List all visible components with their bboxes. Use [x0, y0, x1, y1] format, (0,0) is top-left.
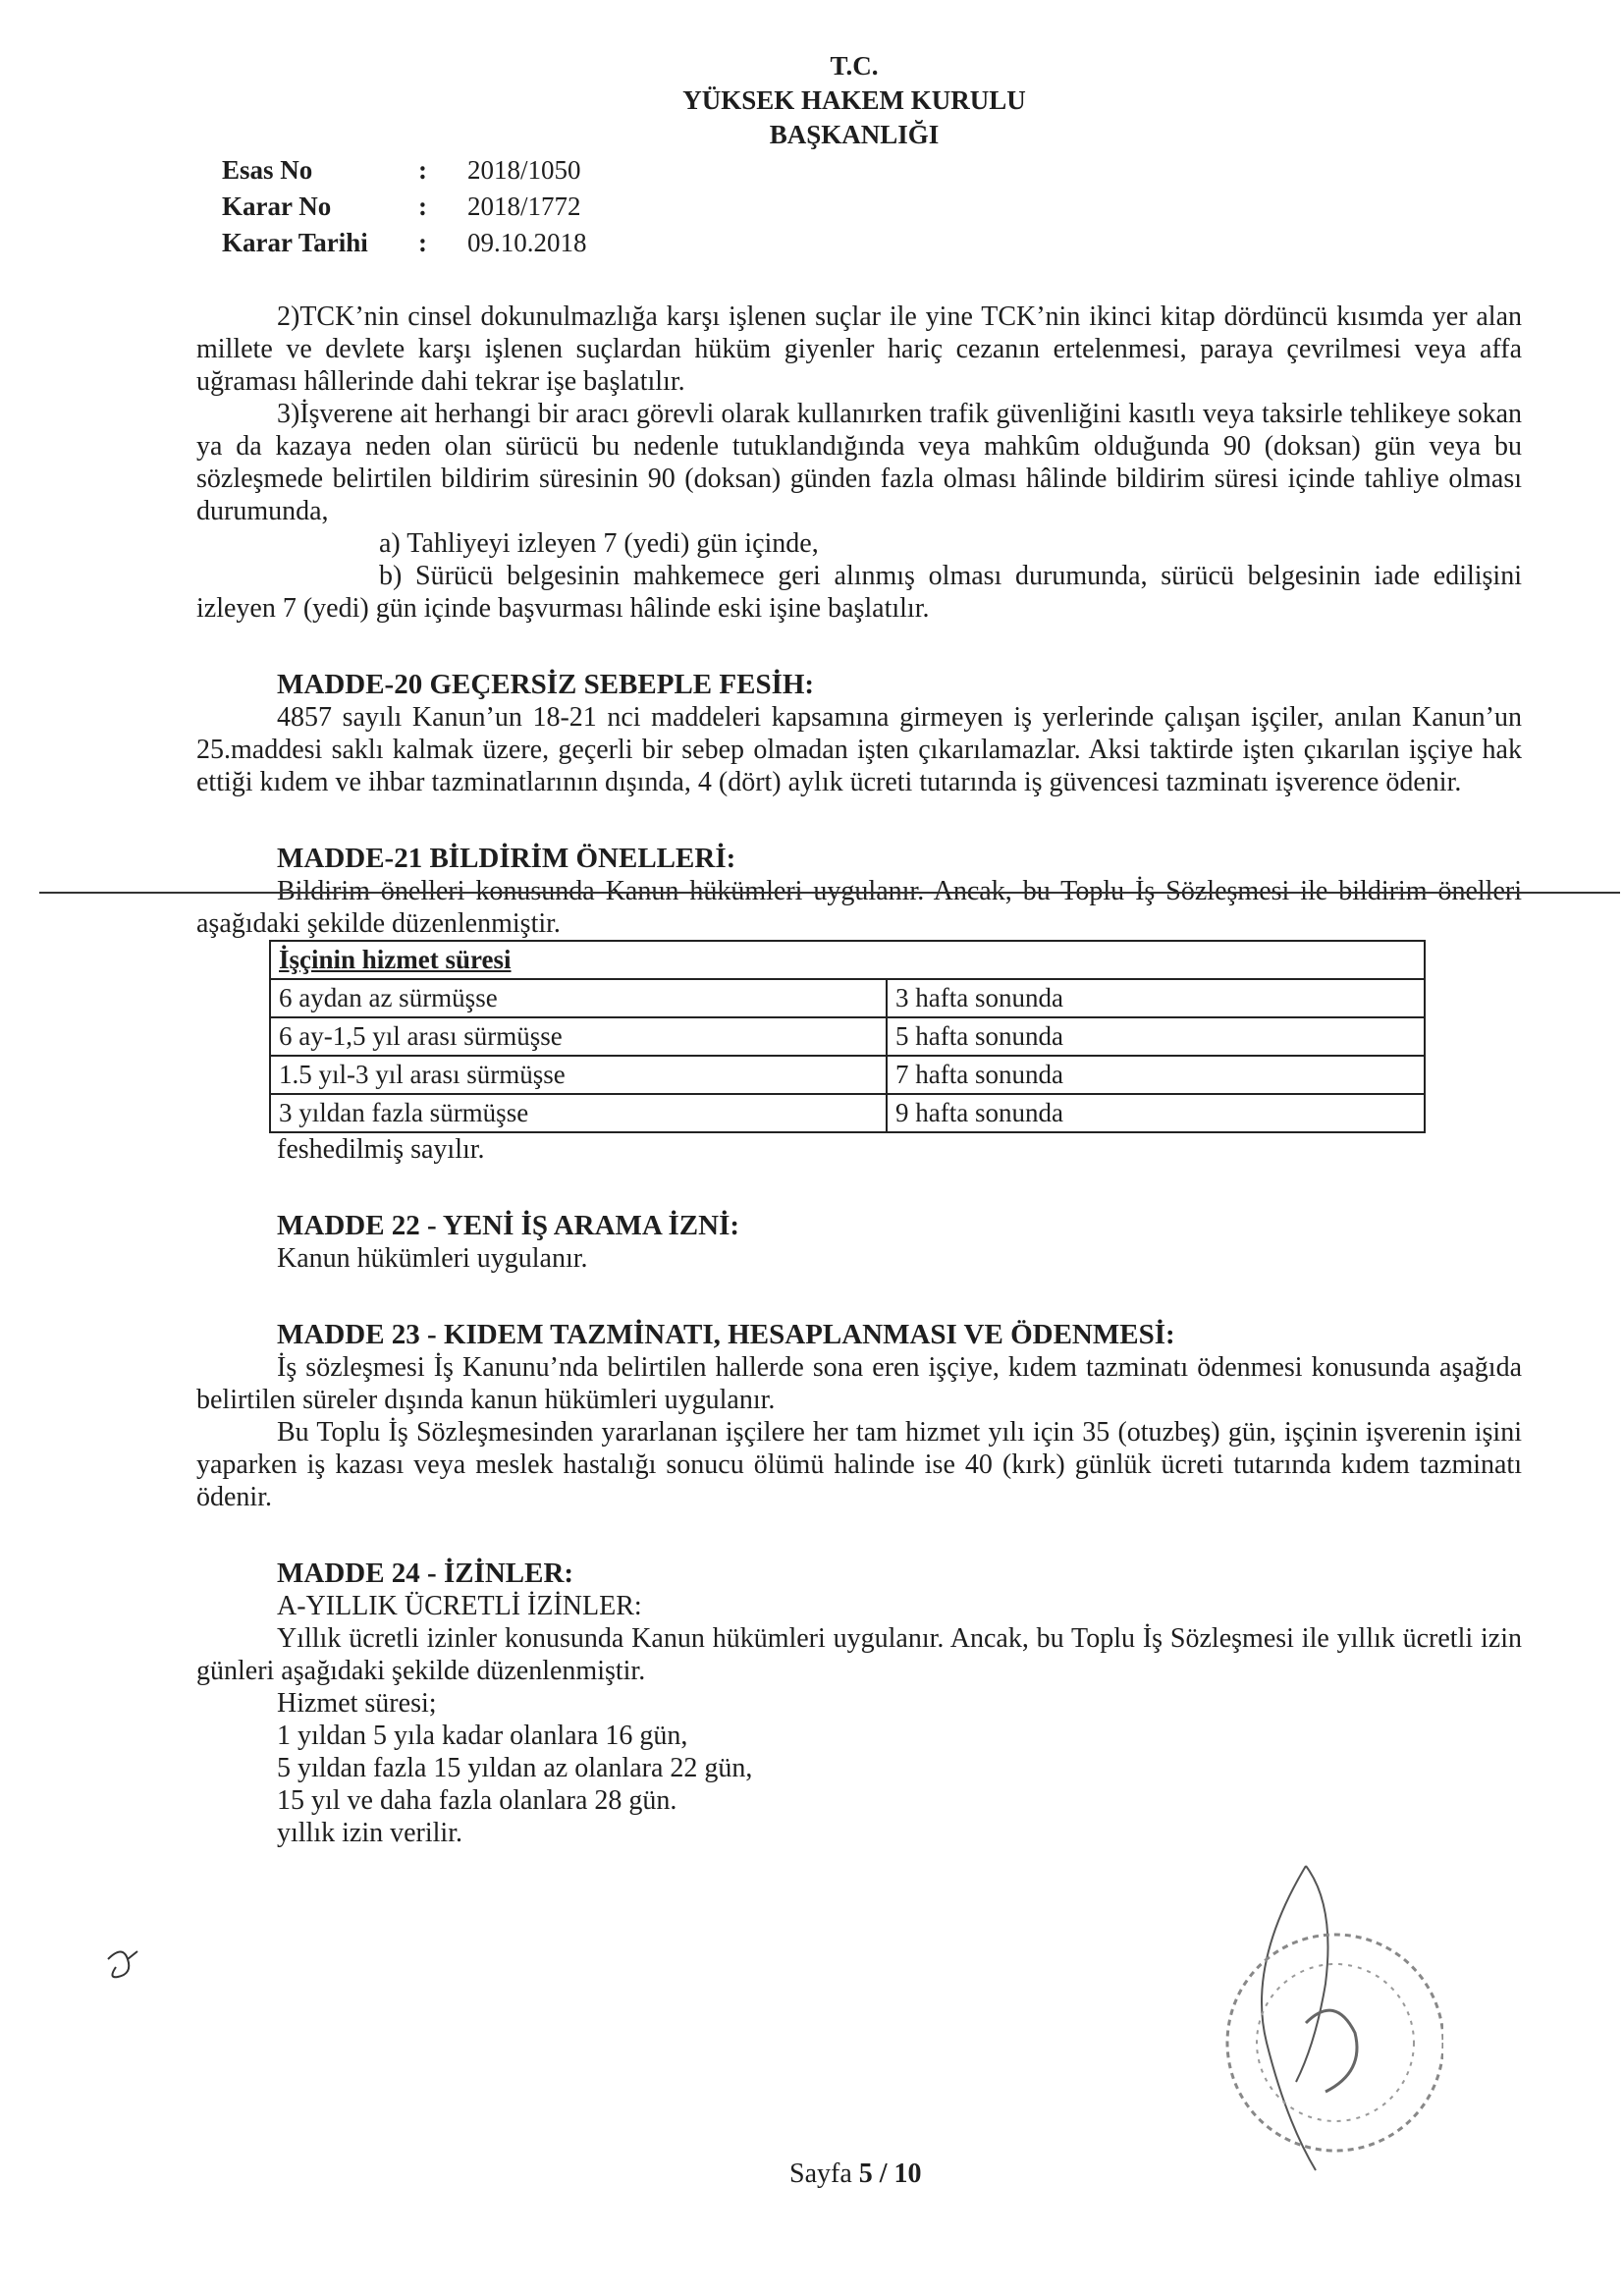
- document-header: [628, 49, 1080, 152]
- tarih-row: [222, 225, 587, 261]
- page-total: 10: [893, 2159, 922, 2189]
- tarih-value: 09.10.2018: [467, 228, 587, 257]
- table-row: [270, 1094, 1425, 1132]
- esas-row: [222, 152, 587, 189]
- page-separator: /: [879, 2159, 888, 2189]
- leave-line: Hizmet süresi;: [277, 1688, 437, 1719]
- header-tc: T.C.: [830, 51, 879, 81]
- esas-label: Esas No: [222, 155, 313, 185]
- madde24-title: MADDE 24 - İZİNLER:: [277, 1558, 574, 1589]
- notice-cell: 3 hafta sonunda: [887, 979, 1425, 1017]
- madde20-title: MADDE-20 GEÇERSİZ SEBEPLE FESİH:: [277, 669, 815, 700]
- leave-line: 5 yıldan fazla 15 yıldan az olanlara 22 gün,: [277, 1753, 753, 1783]
- table-header: İşçinin hizmet süresi: [270, 941, 1425, 979]
- table-row: [270, 979, 1425, 1017]
- period-cell: 6 ay-1,5 yıl arası sürmüşse: [270, 1017, 887, 1056]
- document-body: [196, 301, 1522, 1849]
- period-cell: 6 aydan az sürmüşse: [270, 979, 887, 1017]
- madde22-title: MADDE 22 - YENİ İŞ ARAMA İZNİ:: [277, 1210, 740, 1241]
- notice-period-table: [269, 940, 1426, 1133]
- initial-mark: [98, 1940, 157, 1989]
- madde20-text: 4857 sayılı Kanun’un 18-21 nci maddeleri kapsamına girmeyen iş yerlerinde çalışan işçiler, anılan Kanun’un 25.maddesi saklı kalmak üzere, geçerli bir sebep olmadan işten çıkarılamazlar. Aksi taktirde işten çıkarılan işçiye hak ettiği kıdem ve ihbar tazminatlarının dışında, 4 (dört) aylık ücreti tutarında iş güvencesi tazminatı işverence ödenir.: [196, 702, 1522, 797]
- item-a: a) Tahliyeyi izleyen 7 (yedi) gün içinde,: [379, 528, 819, 559]
- madde23-p2: Bu Toplu İş Sözleşmesinden yararlanan işçilere her tam hizmet yılı için 35 (otuzbeş) gün, işçinin işverenin işini yaparken iş kazası veya meslek hastalığı sonucu ölümü halinde ise 40 (kırk) günlük ücreti tutarında kıdem tazminatı ödenir.: [196, 1417, 1522, 1512]
- header-presidency: BAŞKANLIĞI: [769, 120, 940, 149]
- notice-cell: 7 hafta sonunda: [887, 1056, 1425, 1094]
- item-b: b) Sürücü belgesinin mahkemece geri alınmış olması durumunda, sürücü belgesinin iade edilişini izleyen 7 (yedi) gün içinde başvurması hâlinde eski işine başlatılır.: [196, 561, 1522, 624]
- case-meta: [222, 152, 587, 261]
- esas-value: 2018/1050: [467, 155, 581, 185]
- page-footer: [789, 2159, 922, 2190]
- table-row: [270, 1017, 1425, 1056]
- period-cell: 3 yıldan fazla sürmüşse: [270, 1094, 887, 1132]
- madde22-text: Kanun hükümleri uygulanır.: [277, 1243, 588, 1274]
- tarih-colon: :: [418, 228, 427, 257]
- leave-line: 1 yıldan 5 yıla kadar olanlara 16 gün,: [277, 1721, 688, 1751]
- notice-cell: 9 hafta sonunda: [887, 1094, 1425, 1132]
- table-row: [270, 1056, 1425, 1094]
- period-cell: 1.5 yıl-3 yıl arası sürmüşse: [270, 1056, 887, 1094]
- madde24-p1: Yıllık ücretli izinler konusunda Kanun hükümleri uygulanır. Ancak, bu Toplu İş Sözleşmesi ile yıllık ücretli izin günleri aşağıdaki şekilde düzenlenmiştir.: [196, 1623, 1522, 1686]
- tarih-label: Karar Tarihi: [222, 228, 368, 257]
- paragraph-3: 3)İşverene ait herhangi bir aracı görevli olarak kullanırken trafik güvenliğini kasıtlı veya taksirle tehlikeye sokan ya da kazaya neden olan sürücü bu nedenle tutuklandığında veya mahkûm olduğunda 90 (doksan) gün veya bu sözleşmede belirtilen bildirim süresinin 90 (doksan) günden fazla olması hâlinde bildirim süresi içinde tahliye olması durumunda,: [196, 399, 1522, 526]
- karar-row: [222, 189, 587, 225]
- table-header-row: [270, 941, 1425, 979]
- madde23-p1: İş sözleşmesi İş Kanunu’nda belirtilen hallerde sona eren işçiye, kıdem tazminatı ödenmesi konusunda aşağıda belirtilen süreler dışında kanun hükümleri uygulanır.: [196, 1352, 1522, 1415]
- leave-line: yıllık izin verilir.: [277, 1818, 462, 1848]
- page-label: Sayfa: [789, 2159, 852, 2189]
- madde21-text: Bildirim önelleri konusunda Kanun hükümleri uygulanır. Ancak, bu Toplu İş Sözleşmesi ile bildirim önelleri aşağıdaki şekilde düzenlenmiştir.: [196, 876, 1522, 939]
- karar-value: 2018/1772: [467, 191, 581, 221]
- notice-cell: 5 hafta sonunda: [887, 1017, 1425, 1056]
- karar-colon: :: [418, 191, 427, 221]
- karar-label: Karar No: [222, 191, 332, 221]
- madde24-subtitle: A-YILLIK ÜCRETLİ İZİNLER:: [277, 1591, 642, 1621]
- esas-colon: :: [418, 155, 427, 185]
- madde23-title: MADDE 23 - KIDEM TAZMİNATI, HESAPLANMASI VE ÖDENMESİ:: [277, 1319, 1175, 1350]
- scan-line: [39, 892, 1620, 894]
- header-institution: YÜKSEK HAKEM KURULU: [682, 85, 1026, 115]
- page-number: 5: [858, 2159, 873, 2189]
- official-seal-stamp: [1188, 1846, 1443, 2200]
- madde21-after: feshedilmiş sayılır.: [277, 1134, 485, 1165]
- paragraph-2: 2)TCK’nin cinsel dokunulmazlığa karşı işlenen suçlar ile yine TCK’nin ikinci kitap dördüncü kısımda yer alan millete ve devlete karşı işlenen suçlardan hüküm giyenler hariç cezanın ertelenmesi, paraya çevrilmesi veya affa uğraması hâllerinde dahi tekrar işe başlatılır.: [196, 301, 1522, 397]
- madde21-title: MADDE-21 BİLDİRİM ÖNELLERİ:: [277, 843, 736, 874]
- leave-line: 15 yıl ve daha fazla olanlara 28 gün.: [277, 1785, 677, 1816]
